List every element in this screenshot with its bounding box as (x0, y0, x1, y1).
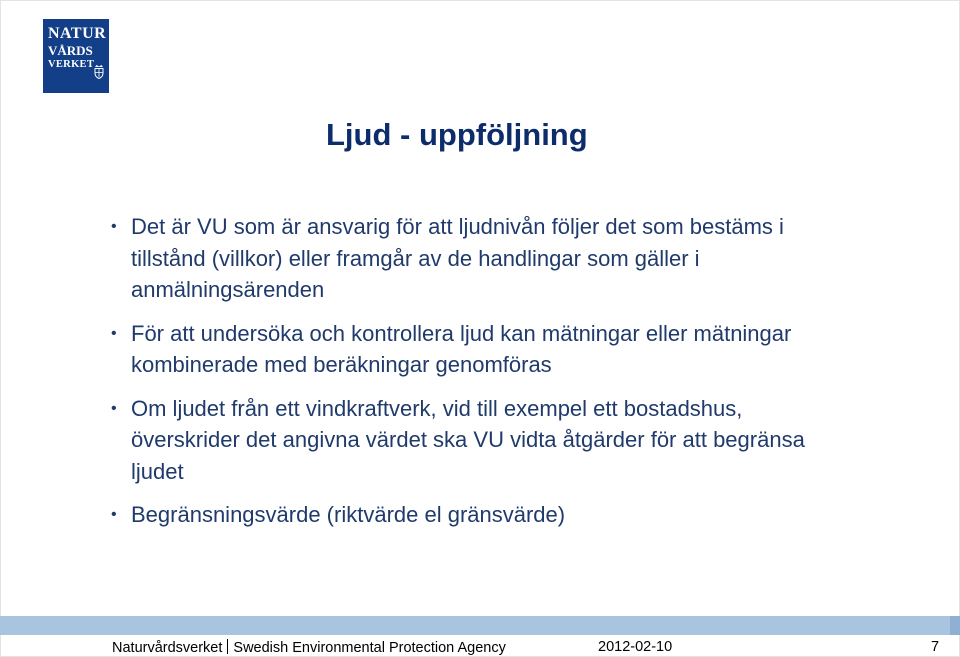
logo-line-3: VERKET (48, 59, 95, 70)
bullet-item (109, 499, 829, 531)
bullet-list (109, 211, 829, 531)
footer-organization (112, 639, 506, 656)
crown-shield-icon (93, 64, 105, 79)
page-number: 7 (931, 639, 940, 655)
bullet-item (109, 393, 829, 488)
footer-bar-cap (950, 616, 960, 635)
footer-bar (0, 616, 960, 635)
footer-org-name: Naturvårdsverket (112, 640, 223, 656)
footer-date: 2012-02-10 (598, 639, 673, 655)
bullet-text: Det är VU som är ansvarig för att ljudnivån följer det som bestäms i tillstånd (villkor) eller framgår av de handlingar som gäller i anmälningsärenden (131, 214, 784, 302)
bullet-text: För att undersöka och kontrollera ljud kan mätningar eller mätningar kombinerade med beräkningar genomföras (131, 320, 792, 377)
slide-title: Ljud - uppföljning (326, 117, 588, 152)
bullet-item (109, 318, 829, 381)
logo-line-1: NATUR (48, 25, 107, 42)
footer-org-name-en: Swedish Environmental Protection Agency (233, 640, 506, 656)
bullet-icon: • (111, 324, 117, 342)
footer-separator (227, 639, 228, 654)
naturvardsverket-logo (43, 19, 109, 93)
bullet-text: Om ljudet från ett vindkraftverk, vid till exempel ett bostadshus, överskrider det angivna värdet ska VU vidta åtgärder för att begränsa ljudet (131, 395, 805, 484)
footer (0, 638, 960, 657)
bullet-icon: • (111, 506, 117, 523)
bullet-item (109, 211, 829, 306)
bullet-text: Begränsningsvärde (riktvärde el gränsvärde) (131, 502, 566, 527)
bullet-icon: • (111, 218, 117, 235)
logo-line-2: VÅRDS (48, 43, 93, 58)
bullet-icon: • (111, 399, 117, 417)
